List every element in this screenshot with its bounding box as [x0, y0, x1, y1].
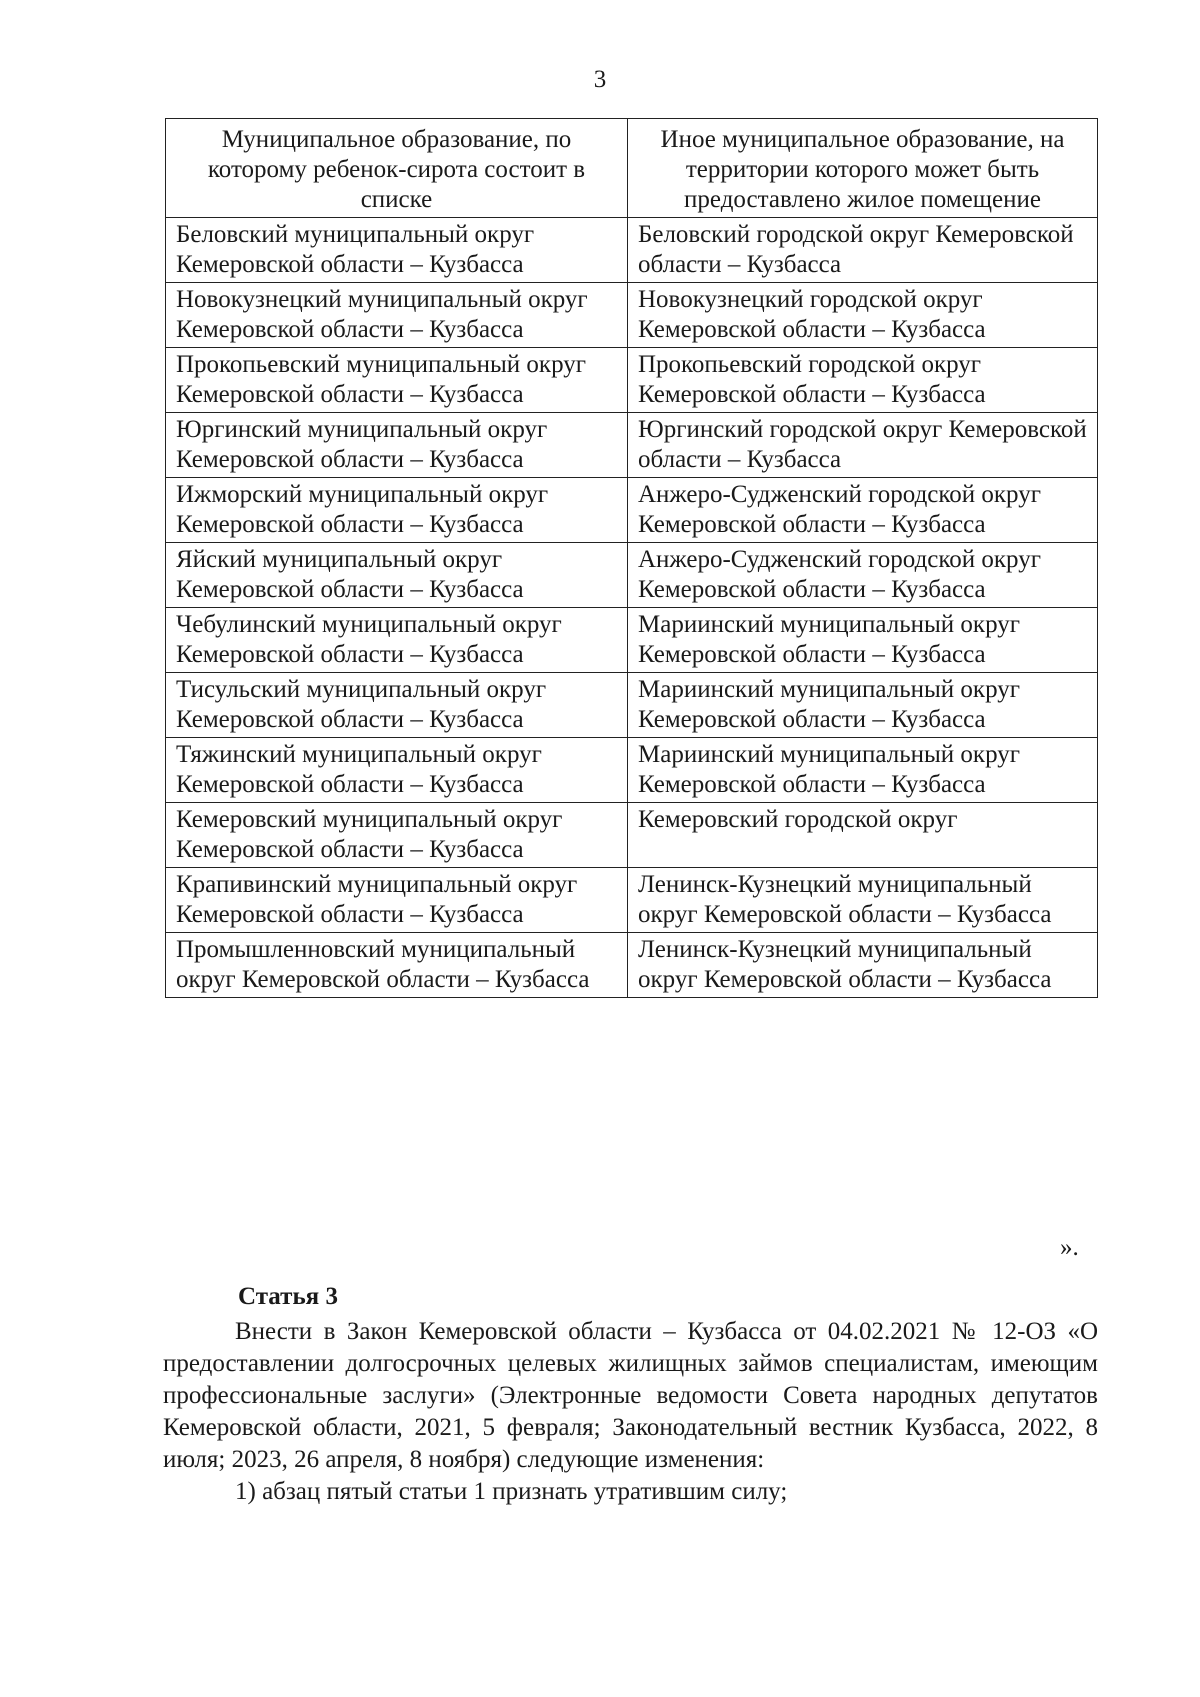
- table-row: [166, 608, 1098, 673]
- cell-municipality: Яйский муниципальный округ Кемеровской области – Кузбасса: [166, 543, 628, 608]
- table-row: [166, 933, 1098, 998]
- table-row: [166, 283, 1098, 348]
- article-title: Статья 3: [238, 1283, 338, 1310]
- cell-municipality: Кемеровский муниципальный округ Кемеровской области – Кузбасса: [166, 803, 628, 868]
- cell-municipality: Новокузнецкий муниципальный округ Кемеровской области – Кузбасса: [166, 283, 628, 348]
- column-header-other-municipality: Иное муниципальное образование, на территории которого может быть предоставлено жилое помещение: [628, 119, 1098, 218]
- table-header-row: [166, 119, 1098, 218]
- cell-other-municipality: Ленинск-Кузнецкий муниципальный округ Кемеровской области – Кузбасса: [628, 933, 1098, 998]
- closing-quote: ».: [1060, 1234, 1079, 1261]
- cell-other-municipality: Ленинск-Кузнецкий муниципальный округ Кемеровской области – Кузбасса: [628, 868, 1098, 933]
- table-row: [166, 543, 1098, 608]
- table-row: [166, 218, 1098, 283]
- table-row: [166, 348, 1098, 413]
- table-row: [166, 803, 1098, 868]
- cell-other-municipality: Беловский городской округ Кемеровской области – Кузбасса: [628, 218, 1098, 283]
- cell-municipality: Беловский муниципальный округ Кемеровской области – Кузбасса: [166, 218, 628, 283]
- table-row: [166, 478, 1098, 543]
- cell-municipality: Прокопьевский муниципальный округ Кемеровской области – Кузбасса: [166, 348, 628, 413]
- cell-other-municipality: Мариинский муниципальный округ Кемеровской области – Кузбасса: [628, 738, 1098, 803]
- municipality-table: [165, 118, 1098, 998]
- table-body: [166, 218, 1098, 998]
- cell-other-municipality: Мариинский муниципальный округ Кемеровской области – Кузбасса: [628, 608, 1098, 673]
- cell-municipality: Юргинский муниципальный округ Кемеровской области – Кузбасса: [166, 413, 628, 478]
- column-header-municipality: Муниципальное образование, по которому ребенок-сирота состоит в списке: [166, 119, 628, 218]
- cell-other-municipality: Новокузнецкий городской округ Кемеровской области – Кузбасса: [628, 283, 1098, 348]
- cell-other-municipality: Прокопьевский городской округ Кемеровской области – Кузбасса: [628, 348, 1098, 413]
- table-row: [166, 868, 1098, 933]
- cell-municipality: Ижморский муниципальный округ Кемеровской области – Кузбасса: [166, 478, 628, 543]
- table-row: [166, 413, 1098, 478]
- article-list-item: 1) абзац пятый статьи 1 признать утратившим силу;: [235, 1478, 788, 1505]
- cell-other-municipality: Анжеро-Судженский городской округ Кемеровской области – Кузбасса: [628, 543, 1098, 608]
- cell-municipality: Чебулинский муниципальный округ Кемеровской области – Кузбасса: [166, 608, 628, 673]
- article-body: [163, 1316, 1098, 1508]
- cell-municipality: Промышленновский муниципальный округ Кемеровской области – Кузбасса: [166, 933, 628, 998]
- cell-municipality: Крапивинский муниципальный округ Кемеровской области – Кузбасса: [166, 868, 628, 933]
- page-number: 3: [593, 66, 607, 93]
- cell-municipality: Тисульский муниципальный округ Кемеровской области – Кузбасса: [166, 673, 628, 738]
- table-row: [166, 738, 1098, 803]
- cell-municipality: Тяжинский муниципальный округ Кемеровской области – Кузбасса: [166, 738, 628, 803]
- cell-other-municipality: Юргинский городской округ Кемеровской области – Кузбасса: [628, 413, 1098, 478]
- cell-other-municipality: Кемеровский городской округ: [628, 803, 1098, 868]
- article-paragraph: Внести в Закон Кемеровской области – Кузбасса от 04.02.2021 № 12-ОЗ «О предоставлении долгосрочных целевых жилищных займов специалистам, имеющим профессиональные заслуги» (Электронные ведомости Совета народных депутатов Кемеровской области, 2021, 5 февраля; Законодательный вестник Кузбасса, 2022, 8 июля; 2023, 26 апреля, 8 ноября) следующие изменения:: [163, 1318, 1098, 1473]
- table-row: [166, 673, 1098, 738]
- cell-other-municipality: Анжеро-Судженский городской округ Кемеровской области – Кузбасса: [628, 478, 1098, 543]
- cell-other-municipality: Мариинский муниципальный округ Кемеровской области – Кузбасса: [628, 673, 1098, 738]
